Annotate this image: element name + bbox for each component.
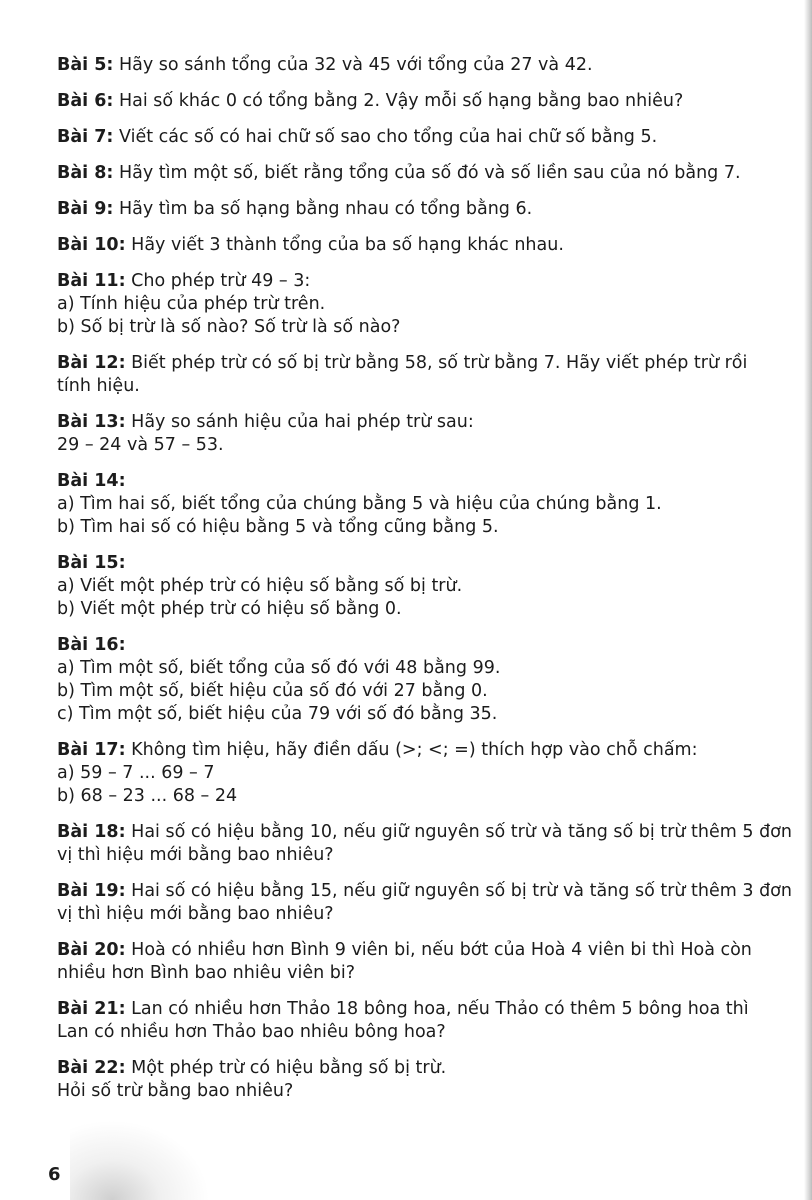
- exercise-text: Hãy tìm một số, biết rằng tổng của số đó và số liền sau của nó bằng 7.: [119, 163, 741, 183]
- exercise-line: [57, 821, 802, 844]
- exercise-text: Viết các số có hai chữ số sao cho tổng của hai chữ số bằng 5.: [119, 127, 658, 147]
- exercise-label: Bài 17:: [57, 740, 126, 760]
- exercise-text: Hãy so sánh hiệu của hai phép trừ sau:: [131, 412, 474, 432]
- exercise-line: [57, 762, 802, 785]
- exercise-line: [57, 493, 802, 516]
- exercise-text: vị thì hiệu mới bằng bao nhiêu?: [57, 904, 334, 924]
- exercise-list: [57, 54, 802, 1116]
- exercise-text: Biết phép trừ có số bị trừ bằng 58, số trừ bằng 7. Hãy viết phép trừ rồi: [131, 353, 748, 373]
- page-edge-shadow: [804, 0, 812, 1200]
- exercise-item: [57, 270, 802, 339]
- exercise-item: [57, 54, 802, 77]
- exercise-label: Bài 15:: [57, 553, 126, 573]
- exercise-label: Bài 18:: [57, 822, 126, 842]
- exercise-line: [57, 198, 802, 221]
- exercise-text: Hỏi số trừ bằng bao nhiêu?: [57, 1081, 294, 1101]
- exercise-item: [57, 1057, 802, 1103]
- exercise-text: Một phép trừ có hiệu bằng số bị trừ.: [131, 1058, 447, 1078]
- exercise-line: [57, 998, 802, 1021]
- exercise-item: [57, 821, 802, 867]
- exercise-text: a) Tìm hai số, biết tổng của chúng bằng 5 và hiệu của chúng bằng 1.: [57, 494, 662, 514]
- exercise-label: Bài 8:: [57, 163, 114, 183]
- exercise-item: [57, 352, 802, 398]
- exercise-text: b) Viết một phép trừ có hiệu số bằng 0.: [57, 599, 402, 619]
- exercise-text: Hai số khác 0 có tổng bằng 2. Vậy mỗi số hạng bằng bao nhiêu?: [119, 91, 684, 111]
- exercise-text: Lan có nhiều hơn Thảo 18 bông hoa, nếu Thảo có thêm 5 bông hoa thì: [131, 999, 749, 1019]
- exercise-item: [57, 411, 802, 457]
- exercise-line: [57, 516, 802, 539]
- exercise-text: b) 68 – 23 ... 68 – 24: [57, 786, 238, 806]
- exercise-text: Hai số có hiệu bằng 15, nếu giữ nguyên số bị trừ và tăng số trừ thêm 3 đơn: [131, 881, 792, 901]
- exercise-label: Bài 7:: [57, 127, 114, 147]
- exercise-item: [57, 880, 802, 926]
- exercise-text: b) Số bị trừ là số nào? Số trừ là số nào?: [57, 317, 401, 337]
- exercise-text: a) 59 – 7 ... 69 – 7: [57, 763, 215, 783]
- exercise-line: [57, 470, 802, 493]
- exercise-line: [57, 1021, 802, 1044]
- exercise-line: [57, 844, 802, 867]
- exercise-text: Hãy tìm ba số hạng bằng nhau có tổng bằng 6.: [119, 199, 533, 219]
- exercise-label: Bài 5:: [57, 55, 114, 75]
- exercise-item: [57, 939, 802, 985]
- exercise-text: 29 – 24 và 57 – 53.: [57, 435, 224, 455]
- exercise-text: vị thì hiệu mới bằng bao nhiêu?: [57, 845, 334, 865]
- exercise-line: [57, 552, 802, 575]
- exercise-line: [57, 634, 802, 657]
- exercise-label: Bài 19:: [57, 881, 126, 901]
- exercise-line: [57, 352, 802, 375]
- exercise-line: [57, 316, 802, 339]
- exercise-text: Hãy viết 3 thành tổng của ba số hạng khác nhau.: [131, 235, 564, 255]
- exercise-item: [57, 234, 802, 257]
- exercise-item: [57, 90, 802, 113]
- exercise-item: [57, 634, 802, 726]
- exercise-text: a) Tìm một số, biết tổng của số đó với 48 bằng 99.: [57, 658, 501, 678]
- exercise-label: Bài 11:: [57, 271, 126, 291]
- exercise-text: Lan có nhiều hơn Thảo bao nhiêu bông hoa?: [57, 1022, 446, 1042]
- exercise-line: [57, 703, 802, 726]
- exercise-label: Bài 16:: [57, 635, 126, 655]
- exercise-line: [57, 411, 802, 434]
- exercise-label: Bài 13:: [57, 412, 126, 432]
- exercise-text: Hãy so sánh tổng của 32 và 45 với tổng của 27 và 42.: [119, 55, 593, 75]
- exercise-line: [57, 657, 802, 680]
- exercise-line: [57, 880, 802, 903]
- exercise-line: [57, 126, 802, 149]
- exercise-label: Bài 21:: [57, 999, 126, 1019]
- exercise-text: nhiều hơn Bình bao nhiêu viên bi?: [57, 963, 355, 983]
- exercise-label: Bài 20:: [57, 940, 126, 960]
- exercise-line: [57, 1080, 802, 1103]
- exercise-text: a) Viết một phép trừ có hiệu số bằng số bị trừ.: [57, 576, 463, 596]
- exercise-text: b) Tìm một số, biết hiệu của số đó với 27 bằng 0.: [57, 681, 488, 701]
- exercise-line: [57, 962, 802, 985]
- exercise-line: [57, 90, 802, 113]
- exercise-text: Hai số có hiệu bằng 10, nếu giữ nguyên số trừ và tăng số bị trừ thêm 5 đơn: [131, 822, 792, 842]
- exercise-text: b) Tìm hai số có hiệu bằng 5 và tổng cũng bằng 5.: [57, 517, 499, 537]
- exercise-text: tính hiệu.: [57, 376, 140, 396]
- exercise-line: [57, 739, 802, 762]
- exercise-line: [57, 939, 802, 962]
- exercise-line: [57, 270, 802, 293]
- page-curl-shadow: [70, 1120, 210, 1200]
- exercise-line: [57, 162, 802, 185]
- exercise-label: Bài 9:: [57, 199, 114, 219]
- exercise-text: Cho phép trừ 49 – 3:: [131, 271, 311, 291]
- exercise-line: [57, 785, 802, 808]
- exercise-text: Hoà có nhiều hơn Bình 9 viên bi, nếu bớt của Hoà 4 viên bi thì Hoà còn: [131, 940, 752, 960]
- exercise-item: [57, 126, 802, 149]
- exercise-item: [57, 552, 802, 621]
- exercise-line: [57, 54, 802, 77]
- exercise-line: [57, 293, 802, 316]
- exercise-line: [57, 903, 802, 926]
- exercise-item: [57, 162, 802, 185]
- exercise-line: [57, 375, 802, 398]
- exercise-label: Bài 22:: [57, 1058, 126, 1078]
- exercise-label: Bài 12:: [57, 353, 126, 373]
- exercise-line: [57, 1057, 802, 1080]
- exercise-item: [57, 470, 802, 539]
- exercise-label: Bài 14:: [57, 471, 126, 491]
- exercise-item: [57, 198, 802, 221]
- exercise-line: [57, 434, 802, 457]
- exercise-label: Bài 6:: [57, 91, 114, 111]
- exercise-text: c) Tìm một số, biết hiệu của 79 với số đó bằng 35.: [57, 704, 498, 724]
- exercise-line: [57, 575, 802, 598]
- exercise-item: [57, 739, 802, 808]
- exercise-text: a) Tính hiệu của phép trừ trên.: [57, 294, 326, 314]
- exercise-item: [57, 998, 802, 1044]
- exercise-line: [57, 234, 802, 257]
- page-number: 6: [48, 1164, 61, 1185]
- exercise-line: [57, 680, 802, 703]
- exercise-text: Không tìm hiệu, hãy điền dấu (>; <; =) thích hợp vào chỗ chấm:: [131, 740, 698, 760]
- exercise-label: Bài 10:: [57, 235, 126, 255]
- exercise-line: [57, 598, 802, 621]
